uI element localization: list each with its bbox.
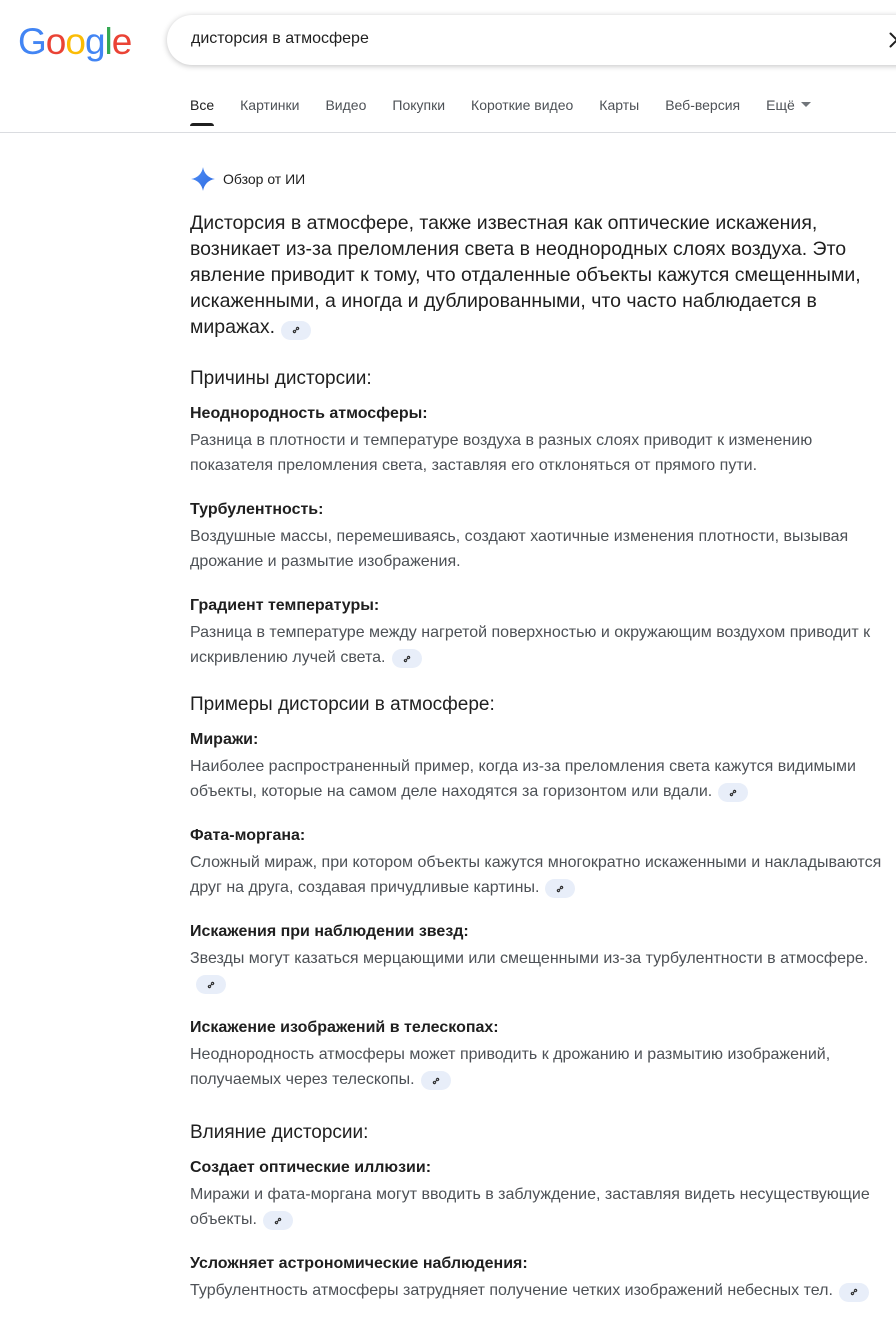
- logo-letter: o: [45, 21, 66, 62]
- ai-overview-sections: [190, 366, 890, 1304]
- item-title: Градиент температуры:: [190, 597, 380, 614]
- ai-overview-label: Обзор от ИИ: [223, 171, 306, 187]
- gemini-sparkle-icon: [190, 166, 216, 192]
- citation-link-icon[interactable]: [196, 975, 226, 994]
- header-divider: [0, 132, 896, 133]
- item-description-text: Звезды могут казаться мерцающими или смещенными из-за турбулентности в атмосфере.: [190, 950, 869, 967]
- item-title: Неоднородность атмосферы:: [190, 405, 428, 422]
- item-description: [190, 1183, 890, 1232]
- logo-letter: G: [18, 21, 46, 62]
- search-input[interactable]: дисторсия в атмосфере: [191, 30, 369, 47]
- item-title: Усложняет астрономические наблюдения:: [190, 1255, 528, 1272]
- search-tabs: [190, 97, 837, 123]
- item-title: Турбулентность:: [190, 501, 324, 518]
- logo-letter: o: [65, 21, 85, 62]
- tab-all[interactable]: Все: [190, 97, 214, 123]
- item-description: [190, 755, 890, 804]
- tab-more-label: Ещё: [766, 97, 795, 113]
- item-description-text: Воздушные массы, перемешиваясь, создают хаотичные изменения плотности, вызывая дрожание и размытие изображения.: [190, 528, 849, 570]
- section-title: Причины дисторсии:: [190, 368, 372, 389]
- item-description: [190, 621, 890, 670]
- item-description-text: Наиболее распространенный пример, когда из-за преломления света кажутся видимыми объекты, которые на самом деле находятся за горизонтом или вдали.: [190, 758, 856, 800]
- logo-letter: e: [111, 21, 132, 62]
- section-title: Примеры дисторсии в атмосфере:: [190, 694, 495, 715]
- item-title: Миражи:: [190, 731, 259, 748]
- overview-item: [190, 1157, 890, 1232]
- tab-shopping[interactable]: Покупки: [392, 97, 446, 113]
- item-description: [190, 851, 890, 900]
- overview-section: [190, 692, 890, 1092]
- citation-link-icon[interactable]: [392, 649, 422, 668]
- item-description-text: Разница в температуре между нагретой поверхностью и окружающим воздухом приводит к искривлению лучей света.: [190, 624, 871, 666]
- item-title: Искажения при наблюдении звезд:: [190, 923, 469, 940]
- google-logo[interactable]: [18, 22, 131, 62]
- item-title: Искажение изображений в телескопах:: [190, 1019, 499, 1036]
- item-description: [190, 947, 890, 996]
- item-description-text: Миражи и фата-моргана могут вводить в заблуждение, заставляя видеть несуществующие объекты.: [190, 1186, 870, 1228]
- overview-item: [190, 1017, 890, 1092]
- item-description-text: Неоднородность атмосферы может приводить к дрожанию и размытию изображений, получаемых через телескопы.: [190, 1046, 831, 1088]
- citation-link-icon[interactable]: [718, 783, 748, 802]
- intro-text: Дисторсия в атмосфере, также известная как оптические искажения, возникает из-за преломления света в неоднородных слоях воздуха. Это явление приводит к тому, что отдаленные объекты кажутся смещенными, искаженными, а иногда и дублированными, что часто наблюдается в миражах.: [190, 212, 861, 338]
- citation-link-icon[interactable]: [545, 879, 575, 898]
- overview-item: [190, 729, 890, 804]
- overview-item: [190, 825, 890, 900]
- search-box[interactable]: [167, 15, 896, 65]
- item-description: [190, 1043, 890, 1092]
- item-description: [190, 429, 890, 478]
- overview-section: [190, 1120, 890, 1304]
- citation-link-icon[interactable]: [263, 1211, 293, 1230]
- overview-item: [190, 1253, 890, 1304]
- close-icon[interactable]: [884, 27, 896, 53]
- item-title: Создает оптические иллюзии:: [190, 1159, 432, 1176]
- citation-link-icon[interactable]: [281, 321, 311, 340]
- overview-item: [190, 921, 890, 996]
- overview-item: [190, 499, 890, 574]
- item-description-text: Разница в плотности и температуре воздуха в разных слоях приводит к изменению показателя преломления света, заставляя его отклоняться от прямого пути.: [190, 432, 813, 474]
- item-description-text: Сложный мираж, при котором объекты кажутся многократно искаженными и накладываются друг на друга, создавая причудливые картины.: [190, 854, 882, 896]
- tab-more[interactable]: [766, 97, 811, 123]
- logo-letter: g: [84, 21, 105, 62]
- item-description-text: Турбулентность атмосферы затрудняет получение четких изображений небесных тел.: [190, 1282, 833, 1299]
- logo-letter: l: [104, 21, 112, 62]
- item-description: [190, 525, 890, 574]
- overview-item: [190, 595, 890, 670]
- citation-link-icon[interactable]: [421, 1071, 451, 1090]
- tab-short-videos[interactable]: Короткие видео: [471, 97, 574, 113]
- ai-overview-header: [190, 166, 305, 192]
- ai-overview-content: [190, 210, 890, 1304]
- section-title: Влияние дисторсии:: [190, 1122, 369, 1143]
- tab-web[interactable]: Веб-версия: [665, 97, 741, 113]
- overview-item: [190, 403, 890, 478]
- item-description: [190, 1279, 890, 1304]
- tab-images[interactable]: Картинки: [240, 97, 300, 113]
- tab-videos[interactable]: Видео: [325, 97, 367, 113]
- caret-down-icon: [801, 102, 811, 108]
- ai-overview-intro: [190, 210, 890, 340]
- overview-section: [190, 366, 890, 670]
- citation-link-icon[interactable]: [839, 1283, 869, 1302]
- item-title: Фата-моргана:: [190, 827, 306, 844]
- tab-maps[interactable]: Карты: [599, 97, 640, 113]
